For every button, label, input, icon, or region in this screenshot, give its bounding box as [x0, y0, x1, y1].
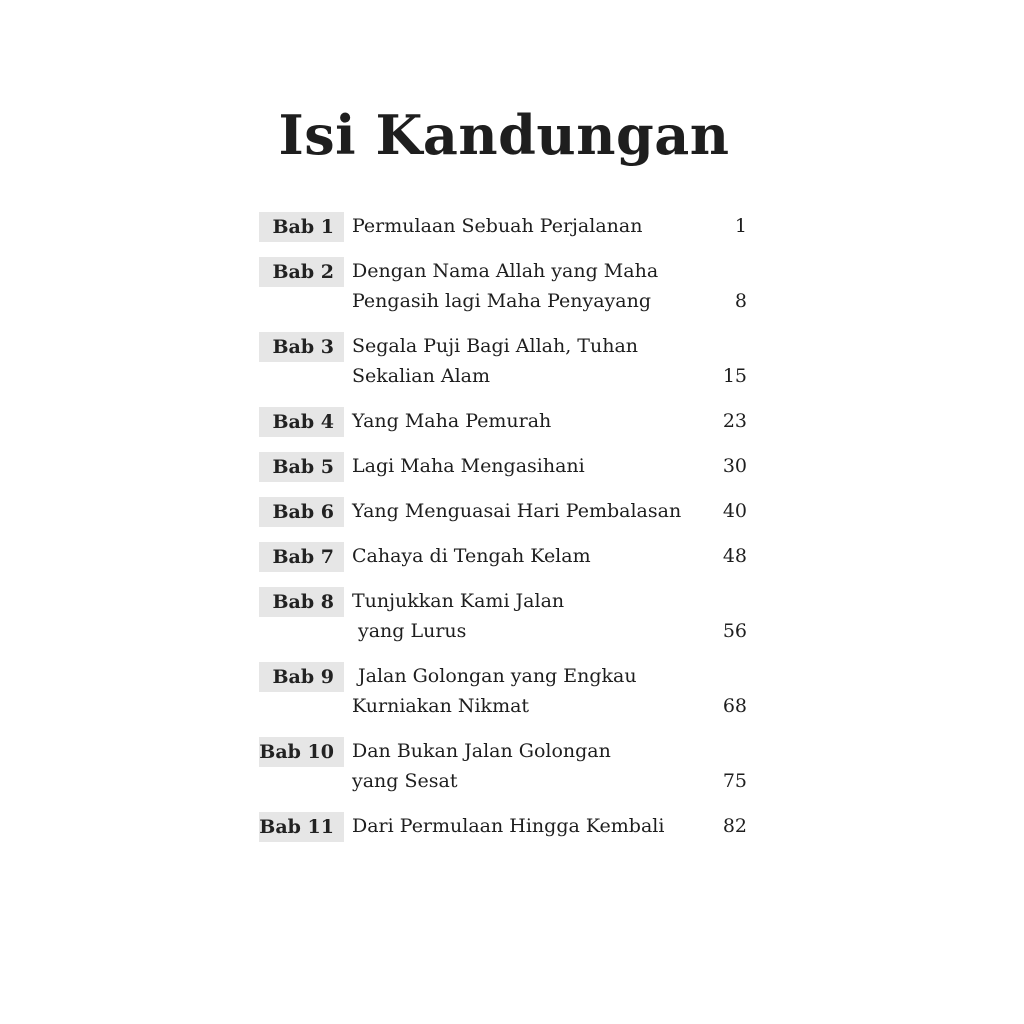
toc-entry-bab-2 [259, 256, 749, 316]
chapter-title [352, 661, 722, 721]
toc-entry-bab-1 [259, 211, 749, 241]
chapter-title-line: Segala Puji Bagi Allah, Tuhan [352, 335, 639, 357]
page-number: 75 [722, 770, 747, 792]
chapter-title-line: Yang Menguasai Hari Pembalasan [352, 500, 682, 522]
toc-entry-bab-6 [259, 496, 749, 526]
chapter-title-line: Dan Bukan Jalan Golongan [352, 740, 611, 762]
toc-entry-bab-9 [259, 661, 749, 721]
page-number: 56 [722, 620, 747, 642]
chapter-title-line: Dengan Nama Allah yang Maha [352, 260, 659, 282]
chapter-title-line: Dari Permulaan Hingga Kembali [352, 815, 665, 837]
chapter-title [352, 256, 722, 316]
toc-entry-bab-11 [259, 811, 749, 841]
page-number: 40 [722, 500, 747, 522]
page-number: 23 [722, 410, 747, 432]
toc-entry-bab-8 [259, 586, 749, 646]
chapter-number: Bab 11 [259, 812, 344, 842]
page-number: 8 [734, 290, 747, 312]
chapter-number: Bab 6 [259, 497, 344, 527]
toc-entry-bab-7 [259, 541, 749, 571]
toc-entry-bab-3 [259, 331, 749, 391]
page-number: 1 [734, 215, 747, 237]
chapter-title [352, 736, 722, 796]
page-number: 82 [722, 815, 747, 837]
chapter-title-line: yang Lurus [358, 620, 467, 642]
chapter-title-line: Lagi Maha Mengasihani [352, 455, 585, 477]
toc-entry-bab-10 [259, 736, 749, 796]
chapter-number: Bab 5 [259, 452, 344, 482]
chapter-title-line: Sekalian Alam [352, 365, 491, 387]
chapter-title-line: Tunjukkan Kami Jalan [352, 590, 565, 612]
toc-entry-bab-4 [259, 406, 749, 436]
chapter-number: Bab 10 [259, 737, 344, 767]
page-number: 15 [722, 365, 747, 387]
page-title: Isi Kandungan [278, 103, 730, 167]
table-of-contents [259, 211, 749, 856]
chapter-title-line: yang Sesat [352, 770, 458, 792]
chapter-title [352, 541, 722, 571]
chapter-number: Bab 9 [259, 662, 344, 692]
page-number: 30 [722, 455, 747, 477]
chapter-number: Bab 2 [259, 257, 344, 287]
chapter-title-line: Kurniakan Nikmat [352, 695, 530, 717]
toc-entry-bab-5 [259, 451, 749, 481]
chapter-title-line: Jalan Golongan yang Engkau [358, 665, 637, 687]
chapter-number: Bab 4 [259, 407, 344, 437]
chapter-title-line: Permulaan Sebuah Perjalanan [352, 215, 643, 237]
chapter-title [352, 331, 722, 391]
chapter-title [352, 406, 722, 436]
chapter-title-line: Pengasih lagi Maha Penyayang [352, 290, 652, 312]
chapter-title-line: Yang Maha Pemurah [352, 410, 552, 432]
chapter-title [352, 211, 722, 241]
chapter-title [352, 496, 722, 526]
chapter-number: Bab 7 [259, 542, 344, 572]
chapter-title [352, 811, 722, 841]
page-number: 48 [722, 545, 747, 567]
chapter-number: Bab 8 [259, 587, 344, 617]
chapter-title [352, 586, 722, 646]
chapter-number: Bab 3 [259, 332, 344, 362]
chapter-number: Bab 1 [259, 212, 344, 242]
chapter-title [352, 451, 722, 481]
chapter-title-line: Cahaya di Tengah Kelam [352, 545, 591, 567]
page-number: 68 [722, 695, 747, 717]
